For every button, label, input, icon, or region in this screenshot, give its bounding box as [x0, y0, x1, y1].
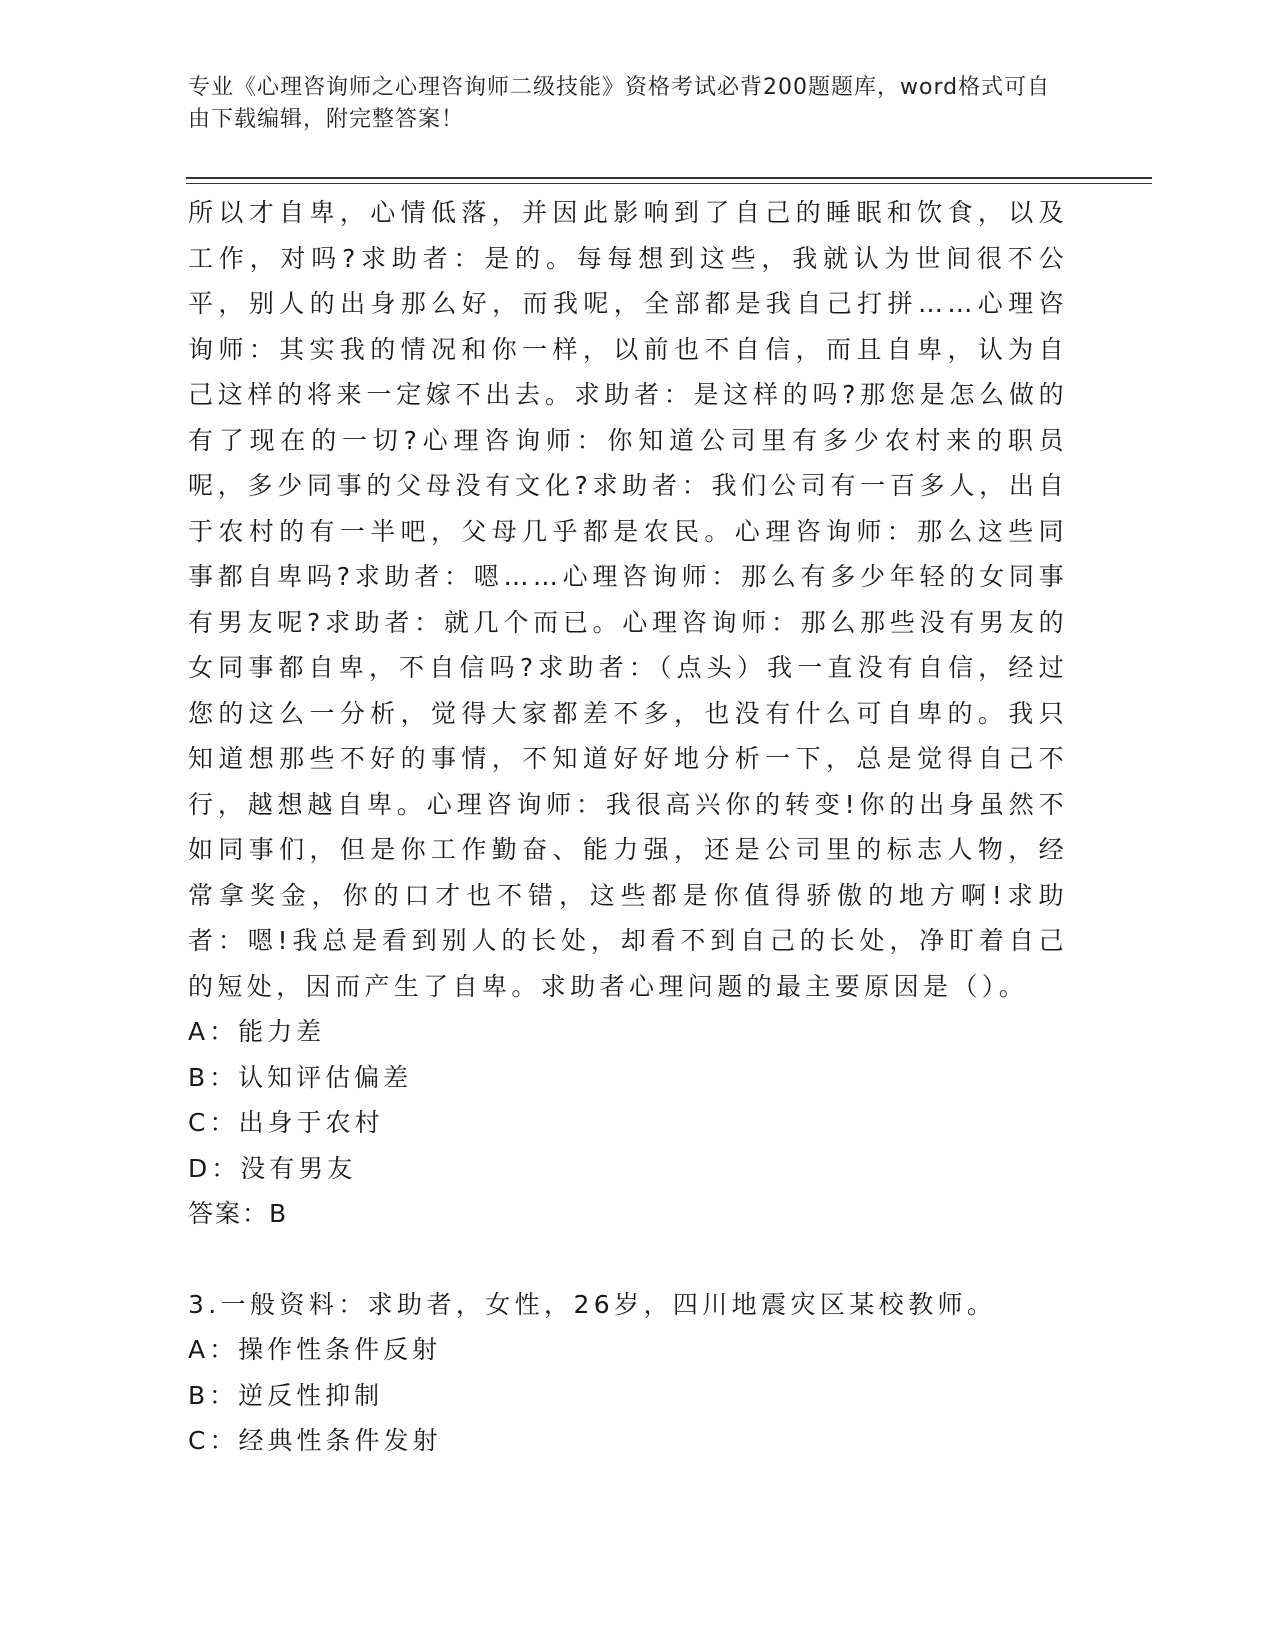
question-2-option-b: B：认知评估偏差 [188, 1062, 413, 1092]
question-3-option-a: A：操作性条件反射 [188, 1335, 442, 1364]
question-3-option-b: B：逆反性抑制 [188, 1380, 384, 1410]
header-divider-thick [186, 177, 1152, 179]
document-body [188, 190, 1068, 1464]
question-2-answer: 答案：B [188, 1199, 289, 1228]
question-2-option-d: D：没有男友 [188, 1153, 357, 1183]
document-header: 专业《心理咨询师之心理咨询师二级技能》资格考试必背200题题库，word格式可自由下载编辑，附完整答案！ [188, 75, 1051, 132]
spacer [188, 1237, 1068, 1282]
question-2-option-a: A：能力差 [188, 1017, 326, 1046]
question-2-option-c: C：出身于农村 [188, 1108, 384, 1137]
header-divider-thin [186, 183, 1152, 184]
question-3-option-c: C：经典性条件发射 [188, 1426, 442, 1455]
question-3-stem: 3.一般资料：求助者，女性，26岁，四川地震灾区某校教师。 [188, 1289, 997, 1319]
question-2-stem: 所以才自卑，心情低落，并因此影响到了自己的睡眠和饮食，以及工作，对吗?求助者：是的。每每想到这些，我就认为世间很不公平，别人的出身那么好，而我呢，全部都是我自己打拼……心理咨询师：其实我的情况和你一样，以前也不自信，而且自卑，认为自己这样的将来一定嫁不出去。求助者：是这样的吗?那您是怎么做的有了现在的一切?心理咨询师：你知道公司里有多少农村来的职员呢，多少同事的父母没有文化?求助者：我们公司有一百多人，出自于农村的有一半吧，父母几乎都是农民。心理咨询师：那么这些同事都自卑吗?求助者：嗯……心理咨询师：那么有多少年轻的女同事有男友呢?求助者：就几个而已。心理咨询师：那么那些没有男友的女同事都自卑，不自信吗?求助者：（点头）我一直没有自信，经过您的这么一分析，觉得大家都差不多，也没有什么可自卑的。我只知道想那些不好的事情，不知道好好地分析一下，总是觉得自己不行，越想越自卑。心理咨询师：我很高兴你的转变!你的出身虽然不如同事们，但是你工作勤奋、能力强，还是公司里的标志人物，经常拿奖金，你的口才也不错，这些都是你值得骄傲的地方啊!求助者：嗯!我总是看到别人的长处，却看不到自己的长处，净盯着自己的短处，因而产生了自卑。求助者心理问题的最主要原因是（）。 [188, 198, 1068, 1001]
